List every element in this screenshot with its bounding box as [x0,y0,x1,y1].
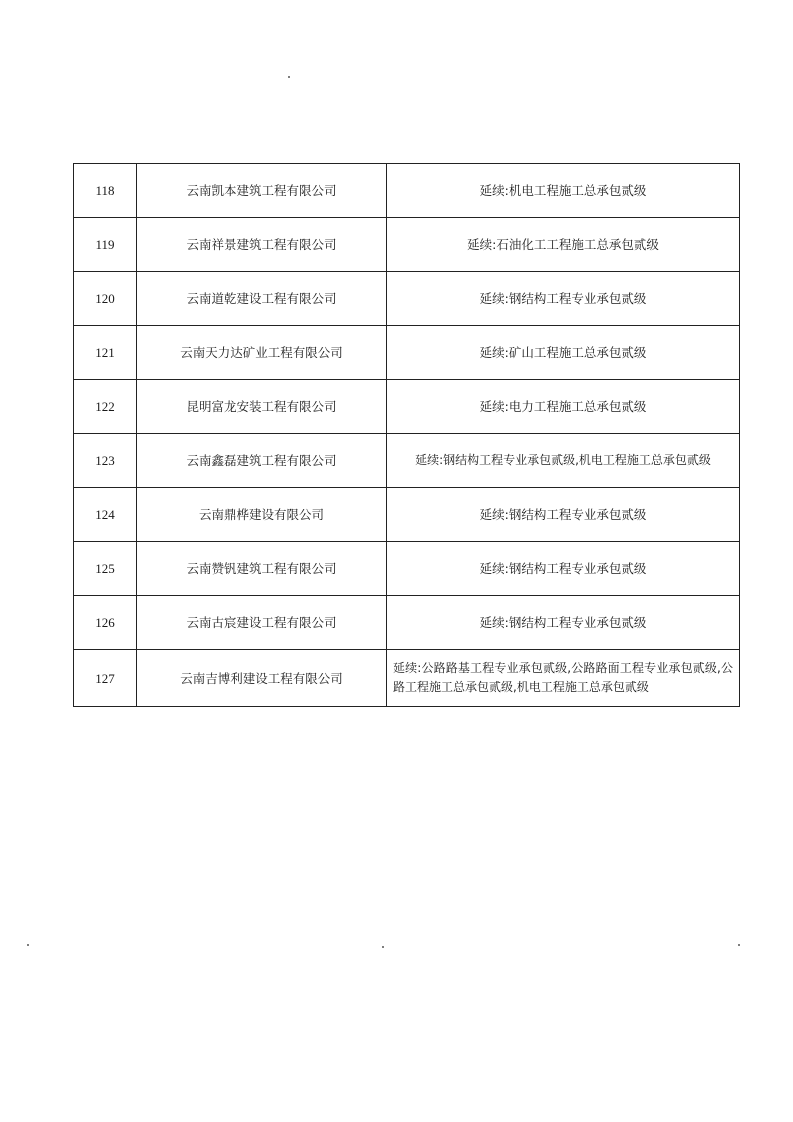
table-row [74,164,740,218]
company-name: 云南古宸建设工程有限公司 [137,596,387,650]
table-row [74,380,740,434]
qualification-text: 延续:矿山工程施工总承包贰级 [387,326,740,380]
qualification-text: 延续:钢结构工程专业承包贰级 [387,596,740,650]
company-name: 云南天力达矿业工程有限公司 [137,326,387,380]
table-row [74,650,740,707]
row-number: 119 [74,218,137,272]
table-row [74,488,740,542]
row-number: 122 [74,380,137,434]
row-number: 123 [74,434,137,488]
scan-speck [27,944,29,946]
qualification-text: 延续:公路路基工程专业承包贰级,公路路面工程专业承包贰级,公路工程施工总承包贰级,机电工程施工总承包贰级 [387,650,740,707]
row-number: 124 [74,488,137,542]
table-row [74,218,740,272]
row-number: 118 [74,164,137,218]
company-name: 云南吉博利建设工程有限公司 [137,650,387,707]
table-row [74,434,740,488]
company-name: 云南鼎桦建设有限公司 [137,488,387,542]
company-name: 云南鑫磊建筑工程有限公司 [137,434,387,488]
row-number: 125 [74,542,137,596]
company-name: 云南赞钒建筑工程有限公司 [137,542,387,596]
company-name: 云南道乾建设工程有限公司 [137,272,387,326]
qualification-text: 延续:钢结构工程专业承包贰级,机电工程施工总承包贰级 [387,434,740,488]
qualification-text: 延续:石油化工工程施工总承包贰级 [387,218,740,272]
qualification-text: 延续:钢结构工程专业承包贰级 [387,542,740,596]
row-number: 120 [74,272,137,326]
table-row [74,326,740,380]
qualification-text: 延续:钢结构工程专业承包贰级 [387,272,740,326]
table-row [74,596,740,650]
row-number: 127 [74,650,137,707]
scan-speck [382,946,384,948]
company-name: 昆明富龙安装工程有限公司 [137,380,387,434]
qualification-text: 延续:机电工程施工总承包贰级 [387,164,740,218]
qualification-text: 延续:电力工程施工总承包贰级 [387,380,740,434]
table-row [74,542,740,596]
scan-speck [288,76,290,78]
row-number: 126 [74,596,137,650]
qualification-table [73,163,740,707]
scan-speck [738,944,740,946]
company-name: 云南凯本建筑工程有限公司 [137,164,387,218]
row-number: 121 [74,326,137,380]
table-row [74,272,740,326]
qualification-text: 延续:钢结构工程专业承包贰级 [387,488,740,542]
company-name: 云南祥景建筑工程有限公司 [137,218,387,272]
